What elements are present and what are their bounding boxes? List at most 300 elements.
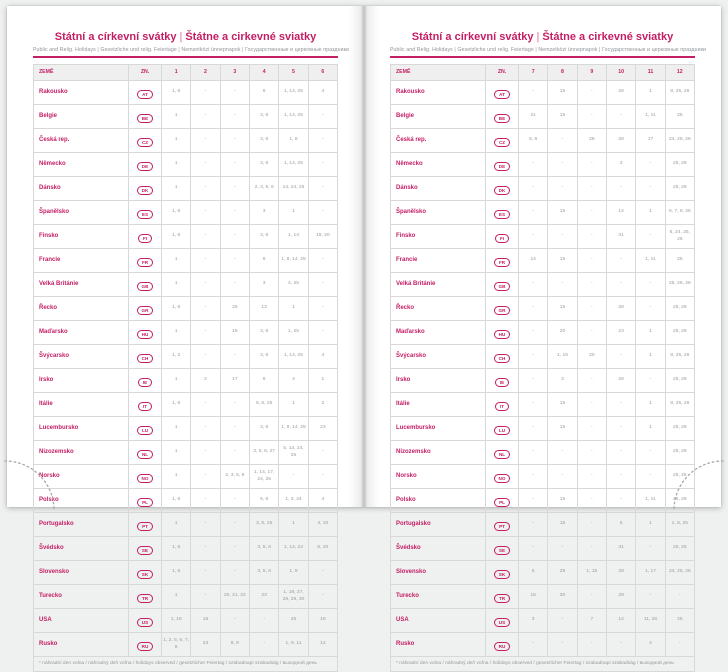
holiday-dates-cell: 1 bbox=[162, 104, 191, 128]
holiday-dates-cell: 1, 9, 14, 25 bbox=[279, 416, 308, 440]
holiday-dates-cell: 25, 26 bbox=[665, 152, 694, 176]
holiday-dates-cell: - bbox=[191, 440, 220, 464]
footnote-text: * náhradní den volna / náhradný deň voľna / holidays observed / gesetzlicher Feiertag / szabadnapi szabadság / выходной день bbox=[34, 656, 338, 671]
table-row bbox=[34, 368, 338, 392]
country-name-cell: Francie bbox=[34, 248, 129, 272]
country-code-cell bbox=[129, 608, 162, 632]
column-header-month-1: 1 bbox=[162, 64, 191, 80]
country-code-cell bbox=[129, 272, 162, 296]
holiday-dates-cell: 1, 6 bbox=[162, 536, 191, 560]
table-row bbox=[34, 632, 338, 656]
country-name-cell: USA bbox=[391, 608, 486, 632]
holiday-dates-cell: - bbox=[308, 584, 337, 608]
holiday-dates-cell: 1, 6 bbox=[162, 560, 191, 584]
table-row bbox=[34, 344, 338, 368]
holiday-dates-cell: - bbox=[606, 176, 635, 200]
holiday-dates-cell: - bbox=[220, 272, 249, 296]
holidays-table-months-7-12 bbox=[390, 64, 695, 672]
country-code-badge: NL bbox=[494, 450, 510, 459]
holiday-dates-cell: 31 bbox=[606, 224, 635, 248]
country-code-badge: NL bbox=[137, 450, 153, 459]
country-code-badge: GR bbox=[137, 306, 154, 315]
country-code-cell bbox=[129, 392, 162, 416]
holiday-dates-cell: - bbox=[519, 272, 548, 296]
holiday-dates-cell: 1 bbox=[162, 128, 191, 152]
holiday-dates-cell: 26 bbox=[606, 368, 635, 392]
country-name-cell: Slovensko bbox=[391, 560, 486, 584]
table-row bbox=[391, 128, 695, 152]
country-code-cell bbox=[486, 584, 519, 608]
holiday-dates-cell: 25, 26 bbox=[665, 176, 694, 200]
holiday-dates-cell: - bbox=[220, 440, 249, 464]
country-name-cell: Portugalsko bbox=[34, 512, 129, 536]
country-name-cell: Finsko bbox=[391, 224, 486, 248]
holiday-dates-cell: 4 bbox=[636, 632, 665, 656]
holiday-dates-cell: 3 bbox=[249, 200, 278, 224]
holiday-dates-cell: - bbox=[308, 320, 337, 344]
country-name-cell: Dánsko bbox=[391, 176, 486, 200]
header-row bbox=[34, 64, 338, 80]
table-row bbox=[391, 512, 695, 536]
holiday-dates-cell: 2 bbox=[191, 368, 220, 392]
holiday-dates-cell: 1, 11 bbox=[636, 104, 665, 128]
holiday-dates-cell: - bbox=[220, 80, 249, 104]
country-code-badge: RU bbox=[494, 642, 511, 651]
title-czech: Státní a církevní svátky bbox=[411, 31, 534, 43]
country-name-cell: Irsko bbox=[34, 368, 129, 392]
holiday-dates-cell: - bbox=[548, 272, 577, 296]
table-row bbox=[391, 248, 695, 272]
holiday-dates-cell: 3 bbox=[606, 152, 635, 176]
country-code-badge: IE bbox=[495, 378, 509, 387]
holiday-dates-cell: - bbox=[220, 512, 249, 536]
country-code-cell bbox=[129, 176, 162, 200]
holiday-dates-cell: - bbox=[279, 464, 308, 488]
holiday-dates-cell: 4, 25 bbox=[279, 272, 308, 296]
holiday-dates-cell: 4 bbox=[279, 368, 308, 392]
country-code-cell bbox=[129, 104, 162, 128]
holiday-dates-cell: - bbox=[636, 440, 665, 464]
title-czech: Státní a církevní svátky bbox=[54, 31, 177, 43]
holiday-dates-cell: 25, 26 bbox=[665, 416, 694, 440]
holiday-dates-cell: - bbox=[548, 464, 577, 488]
holiday-dates-cell: 6 bbox=[249, 248, 278, 272]
holiday-dates-cell: 1, 2 bbox=[162, 344, 191, 368]
holiday-dates-cell: - bbox=[220, 128, 249, 152]
holiday-dates-cell: - bbox=[191, 464, 220, 488]
country-code-badge: GR bbox=[494, 306, 511, 315]
country-code-badge: CZ bbox=[137, 138, 153, 147]
table-row bbox=[34, 416, 338, 440]
country-code-cell bbox=[129, 560, 162, 584]
country-code-badge: IT bbox=[138, 402, 152, 411]
table-row bbox=[391, 464, 695, 488]
column-header-month-9: 9 bbox=[577, 64, 606, 80]
holiday-dates-cell: 1, 11 bbox=[636, 488, 665, 512]
holiday-dates-cell: 1 bbox=[162, 248, 191, 272]
holiday-dates-cell: 1, 6 bbox=[162, 488, 191, 512]
holiday-dates-cell: 1, 14, 25 bbox=[279, 104, 308, 128]
holiday-dates-cell: - bbox=[191, 416, 220, 440]
country-name-cell: Itálie bbox=[391, 392, 486, 416]
country-name-cell: Norsko bbox=[391, 464, 486, 488]
country-code-cell bbox=[486, 464, 519, 488]
holiday-dates-cell: - bbox=[606, 272, 635, 296]
table-row bbox=[391, 584, 695, 608]
page-right bbox=[364, 6, 721, 666]
country-code-cell bbox=[486, 296, 519, 320]
holiday-dates-cell: - bbox=[548, 176, 577, 200]
holiday-dates-cell: 1 bbox=[162, 584, 191, 608]
holiday-dates-cell: - bbox=[548, 440, 577, 464]
holiday-dates-cell: - bbox=[191, 488, 220, 512]
holiday-dates-cell: 2, 3, 5, 6 bbox=[220, 464, 249, 488]
country-name-cell: Švýcarsko bbox=[391, 344, 486, 368]
holiday-dates-cell: 1, 19, 27, 28, 29, 30 bbox=[279, 584, 308, 608]
holiday-dates-cell: 24, 25, 26 bbox=[665, 128, 694, 152]
table-row bbox=[391, 560, 695, 584]
country-code-badge: CZ bbox=[494, 138, 510, 147]
holiday-dates-cell: 6, 7, 8, 25 bbox=[665, 200, 694, 224]
country-code-cell bbox=[129, 368, 162, 392]
column-header-month-12: 12 bbox=[665, 64, 694, 80]
table-row bbox=[34, 608, 338, 632]
country-name-cell: Belgie bbox=[34, 104, 129, 128]
country-code-cell bbox=[486, 608, 519, 632]
country-name-cell: Česká rep. bbox=[391, 128, 486, 152]
table-row bbox=[391, 536, 695, 560]
holiday-dates-cell: - bbox=[665, 632, 694, 656]
country-code-badge: FR bbox=[137, 258, 153, 267]
holiday-dates-cell: 23 bbox=[308, 416, 337, 440]
holiday-dates-cell: - bbox=[519, 440, 548, 464]
holiday-dates-cell: - bbox=[519, 344, 548, 368]
column-header-country: ZEMĚ bbox=[34, 64, 129, 80]
country-code-badge: SK bbox=[494, 570, 510, 579]
holiday-dates-cell: 1, 3, 24 bbox=[279, 488, 308, 512]
holiday-dates-cell: - bbox=[220, 560, 249, 584]
holiday-dates-cell: 15 bbox=[548, 392, 577, 416]
holiday-dates-cell: 25, 26 bbox=[665, 464, 694, 488]
country-code-badge: LU bbox=[494, 426, 510, 435]
holiday-dates-cell: 3, 6 bbox=[249, 344, 278, 368]
holiday-dates-cell: 2, 3, 5, 6 bbox=[249, 176, 278, 200]
holiday-dates-cell: - bbox=[519, 80, 548, 104]
holiday-dates-cell: 1 bbox=[162, 320, 191, 344]
holiday-dates-cell: 20, 21, 22 bbox=[220, 584, 249, 608]
country-code-cell bbox=[129, 512, 162, 536]
country-code-badge: DE bbox=[494, 162, 510, 171]
holiday-dates-cell: - bbox=[308, 128, 337, 152]
holiday-dates-cell: - bbox=[220, 104, 249, 128]
holiday-dates-cell: 3 bbox=[249, 272, 278, 296]
holiday-dates-cell: - bbox=[220, 608, 249, 632]
holiday-dates-cell: - bbox=[220, 416, 249, 440]
footnote-row bbox=[391, 656, 695, 671]
holiday-dates-cell: 1 bbox=[162, 440, 191, 464]
column-header-month-5: 5 bbox=[279, 64, 308, 80]
holiday-dates-cell: - bbox=[606, 632, 635, 656]
holiday-dates-cell: - bbox=[519, 320, 548, 344]
holiday-dates-cell: - bbox=[577, 512, 606, 536]
holiday-dates-cell: 12 bbox=[308, 632, 337, 656]
country-code-cell bbox=[486, 368, 519, 392]
holiday-dates-cell: - bbox=[606, 392, 635, 416]
holiday-dates-cell: 3, 6 bbox=[249, 224, 278, 248]
holiday-dates-cell: 3, 6 bbox=[249, 416, 278, 440]
holiday-dates-cell: 25, 26 bbox=[665, 536, 694, 560]
country-name-cell: Finsko bbox=[34, 224, 129, 248]
holiday-dates-cell: - bbox=[191, 344, 220, 368]
holiday-dates-cell: 16 bbox=[191, 608, 220, 632]
holiday-dates-cell: 1, 11 bbox=[636, 248, 665, 272]
table-row bbox=[391, 200, 695, 224]
holiday-dates-cell: - bbox=[577, 536, 606, 560]
country-code-cell bbox=[129, 416, 162, 440]
country-code-cell bbox=[129, 128, 162, 152]
holiday-dates-cell: 1, 8, 14, 25 bbox=[279, 248, 308, 272]
country-code-cell bbox=[486, 200, 519, 224]
country-name-cell: Dánsko bbox=[34, 176, 129, 200]
country-name-cell: Švédsko bbox=[34, 536, 129, 560]
holiday-dates-cell: 25 bbox=[665, 248, 694, 272]
holiday-dates-cell: 14, 24, 25 bbox=[279, 176, 308, 200]
holiday-dates-cell: 1, 14, 17, 24, 25 bbox=[249, 464, 278, 488]
holiday-dates-cell: 6 bbox=[249, 368, 278, 392]
holiday-dates-cell: - bbox=[191, 536, 220, 560]
table-row bbox=[391, 392, 695, 416]
country-code-cell bbox=[486, 80, 519, 104]
country-code-badge: PT bbox=[494, 522, 510, 531]
country-name-cell: Rakousko bbox=[34, 80, 129, 104]
holiday-dates-cell: 1, 19 bbox=[162, 608, 191, 632]
holiday-dates-cell: 3, 6 bbox=[249, 320, 278, 344]
table-row bbox=[34, 440, 338, 464]
country-code-badge: LU bbox=[137, 426, 153, 435]
holiday-dates-cell: 1 bbox=[636, 320, 665, 344]
country-name-cell: Turecko bbox=[34, 584, 129, 608]
holiday-dates-cell: - bbox=[191, 296, 220, 320]
holiday-dates-cell: 3, 5, 6, 27 bbox=[249, 440, 278, 464]
holiday-dates-cell: 28 bbox=[606, 296, 635, 320]
table-row bbox=[34, 224, 338, 248]
holiday-dates-cell: 1, 17 bbox=[636, 560, 665, 584]
holiday-dates-cell: - bbox=[606, 416, 635, 440]
holiday-dates-cell: - bbox=[577, 440, 606, 464]
holiday-dates-cell: - bbox=[191, 176, 220, 200]
country-code-badge: FI bbox=[495, 234, 509, 243]
country-name-cell: Švýcarsko bbox=[34, 344, 129, 368]
country-code-badge: AT bbox=[137, 90, 153, 99]
country-code-cell bbox=[486, 152, 519, 176]
holiday-dates-cell: 1 bbox=[162, 416, 191, 440]
holiday-dates-cell: - bbox=[308, 176, 337, 200]
holiday-dates-cell: 25, 26 bbox=[665, 440, 694, 464]
country-code-cell bbox=[129, 464, 162, 488]
country-code-badge: PT bbox=[137, 522, 153, 531]
country-code-cell bbox=[486, 392, 519, 416]
holiday-dates-cell: 1, 14, 25 bbox=[279, 80, 308, 104]
holiday-dates-cell: 5, 6, 25 bbox=[249, 392, 278, 416]
holiday-dates-cell: 1 bbox=[162, 272, 191, 296]
table-row bbox=[34, 80, 338, 104]
table-row bbox=[34, 128, 338, 152]
holiday-dates-cell: - bbox=[548, 536, 577, 560]
table-row bbox=[34, 584, 338, 608]
holiday-dates-cell: - bbox=[191, 128, 220, 152]
holiday-dates-cell: 15 bbox=[548, 296, 577, 320]
table-row bbox=[34, 296, 338, 320]
holiday-dates-cell: 1 bbox=[279, 512, 308, 536]
holiday-dates-cell: - bbox=[308, 248, 337, 272]
holiday-dates-cell: - bbox=[577, 632, 606, 656]
holiday-dates-cell: 20 bbox=[577, 344, 606, 368]
country-code-badge: SE bbox=[137, 546, 153, 555]
country-name-cell: Nizozemsko bbox=[391, 440, 486, 464]
table-row bbox=[391, 608, 695, 632]
holiday-dates-cell: - bbox=[220, 152, 249, 176]
holiday-dates-cell: - bbox=[548, 608, 577, 632]
holiday-dates-cell: - bbox=[665, 584, 694, 608]
country-code-cell bbox=[129, 200, 162, 224]
table-row bbox=[391, 80, 695, 104]
holiday-dates-cell: 26 bbox=[606, 80, 635, 104]
holiday-dates-cell: 1, 15 bbox=[548, 344, 577, 368]
holiday-dates-cell: 1 bbox=[636, 344, 665, 368]
holiday-dates-cell: - bbox=[191, 224, 220, 248]
holiday-dates-cell: - bbox=[636, 272, 665, 296]
country-code-badge: NO bbox=[137, 474, 154, 483]
country-code-cell bbox=[129, 440, 162, 464]
holiday-dates-cell: - bbox=[220, 488, 249, 512]
country-code-badge: BE bbox=[494, 114, 510, 123]
country-name-cell: Lucembursko bbox=[34, 416, 129, 440]
holiday-dates-cell: - bbox=[577, 368, 606, 392]
holiday-dates-cell: 1 bbox=[636, 80, 665, 104]
country-name-cell: Německo bbox=[34, 152, 129, 176]
country-code-cell bbox=[129, 152, 162, 176]
holiday-dates-cell: - bbox=[220, 200, 249, 224]
holiday-dates-cell: 2 bbox=[308, 392, 337, 416]
header-row bbox=[391, 64, 695, 80]
country-name-cell: Belgie bbox=[391, 104, 486, 128]
country-code-badge: US bbox=[137, 618, 153, 627]
holiday-dates-cell: - bbox=[577, 176, 606, 200]
page-subtitle: Public and Relig. Holidays | Gesetzliche und relig. Feiertage | Nemzetközi ünnepnapok | Государственные и церковные праздники bbox=[33, 46, 349, 53]
holiday-dates-cell: - bbox=[308, 560, 337, 584]
table-row bbox=[34, 248, 338, 272]
country-code-badge: DK bbox=[137, 186, 154, 195]
country-code-badge: FI bbox=[138, 234, 152, 243]
country-code-badge: AT bbox=[494, 90, 510, 99]
holiday-dates-cell: - bbox=[519, 464, 548, 488]
holiday-dates-cell: 1 bbox=[636, 416, 665, 440]
holiday-dates-cell: 5, 14, 24, 25 bbox=[279, 440, 308, 464]
holiday-dates-cell: - bbox=[548, 128, 577, 152]
holiday-dates-cell: 25 bbox=[665, 608, 694, 632]
holiday-dates-cell: 1, 6 bbox=[162, 80, 191, 104]
holiday-dates-cell: - bbox=[519, 512, 548, 536]
country-name-cell: Španělsko bbox=[391, 200, 486, 224]
holiday-dates-cell: 1, 14, 25 bbox=[279, 344, 308, 368]
country-code-badge: PL bbox=[137, 498, 153, 507]
holiday-dates-cell: - bbox=[519, 536, 548, 560]
holiday-dates-cell: 1, 6 bbox=[162, 200, 191, 224]
country-code-badge: PL bbox=[494, 498, 510, 507]
holiday-dates-cell: 4 bbox=[308, 80, 337, 104]
holiday-dates-cell: - bbox=[191, 152, 220, 176]
holiday-dates-cell: 3, 6 bbox=[249, 128, 278, 152]
country-code-badge: DK bbox=[494, 186, 511, 195]
table-row bbox=[34, 272, 338, 296]
country-code-badge: TR bbox=[137, 594, 153, 603]
table-row bbox=[34, 200, 338, 224]
country-code-badge: IE bbox=[138, 378, 152, 387]
holiday-dates-cell: - bbox=[577, 416, 606, 440]
holiday-dates-cell: 1 bbox=[162, 464, 191, 488]
country-code-badge: HU bbox=[494, 330, 511, 339]
holiday-dates-cell: 31 bbox=[606, 536, 635, 560]
country-code-cell bbox=[129, 320, 162, 344]
holiday-dates-cell: - bbox=[220, 176, 249, 200]
holiday-dates-cell: 4 bbox=[308, 344, 337, 368]
country-name-cell: Nizozemsko bbox=[34, 440, 129, 464]
holiday-dates-cell: - bbox=[191, 272, 220, 296]
table-row bbox=[391, 416, 695, 440]
table-row bbox=[391, 224, 695, 248]
holiday-dates-cell: 8, 9 bbox=[220, 632, 249, 656]
country-code-cell bbox=[129, 344, 162, 368]
holiday-dates-cell: 3, 5, 6 bbox=[249, 560, 278, 584]
column-header-code: ZN. bbox=[486, 64, 519, 80]
holiday-dates-cell: 1 bbox=[162, 152, 191, 176]
holiday-dates-cell: - bbox=[606, 488, 635, 512]
country-code-badge: SK bbox=[137, 570, 153, 579]
holiday-dates-cell: 1 bbox=[636, 392, 665, 416]
holiday-dates-cell: 25, 26 bbox=[665, 320, 694, 344]
column-header-month-6: 6 bbox=[308, 64, 337, 80]
holiday-dates-cell: 4 bbox=[308, 488, 337, 512]
accent-divider bbox=[390, 56, 695, 58]
country-name-cell: Španělsko bbox=[34, 200, 129, 224]
column-header-month-4: 4 bbox=[249, 64, 278, 80]
table-row bbox=[34, 104, 338, 128]
table-row bbox=[34, 176, 338, 200]
country-name-cell: Maďarsko bbox=[391, 320, 486, 344]
holiday-dates-cell: 15 bbox=[548, 416, 577, 440]
country-code-cell bbox=[486, 416, 519, 440]
holiday-dates-cell: 23 bbox=[606, 320, 635, 344]
table-row bbox=[34, 560, 338, 584]
holiday-dates-cell: - bbox=[577, 488, 606, 512]
country-code-badge: BE bbox=[137, 114, 153, 123]
holiday-dates-cell: - bbox=[308, 104, 337, 128]
holiday-dates-cell: 23 bbox=[191, 632, 220, 656]
table-row bbox=[391, 440, 695, 464]
holiday-dates-cell: 15 bbox=[220, 320, 249, 344]
holiday-dates-cell: - bbox=[249, 608, 278, 632]
holiday-dates-cell: 19, 20 bbox=[308, 224, 337, 248]
holiday-dates-cell: 1, 6 bbox=[162, 224, 191, 248]
holiday-dates-cell: 25, 26 bbox=[665, 488, 694, 512]
holiday-dates-cell: - bbox=[249, 632, 278, 656]
holiday-dates-cell: - bbox=[548, 224, 577, 248]
country-code-badge: NO bbox=[494, 474, 511, 483]
holiday-dates-cell: 3, 6 bbox=[249, 152, 278, 176]
holiday-dates-cell: 1 bbox=[279, 392, 308, 416]
country-code-cell bbox=[486, 128, 519, 152]
holiday-dates-cell: 1, 14, 25 bbox=[279, 152, 308, 176]
